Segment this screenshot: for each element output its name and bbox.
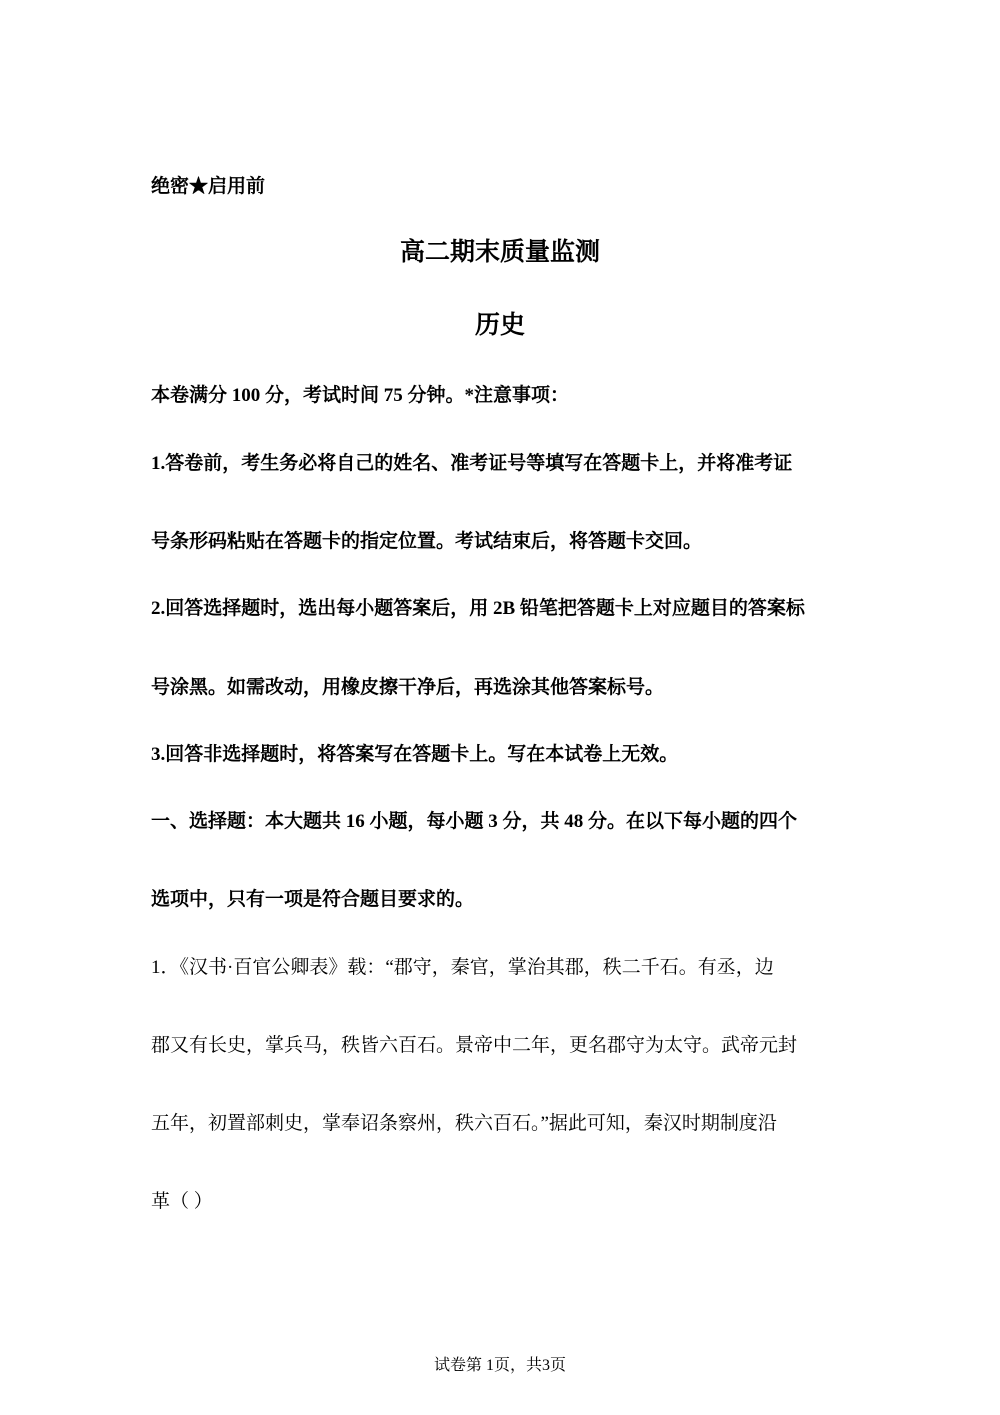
page-footer: 试卷第 1页，共3页 <box>433 1357 566 1374</box>
subject-title: 历史 <box>474 312 525 339</box>
section-1-heading-line-1: 一、选择题：本大题共 16 小题，每小题 3 分，共 48 分。在以下每小题的四个 <box>151 811 798 832</box>
instruction-1-line-1: 1.答卷前，考生务必将自己的姓名、准考证号等填写在答题卡上，并将准考证 <box>151 453 793 474</box>
instruction-1-line-2: 号条形码粘贴在答题卡的指定位置。考试结束后，将答题卡交回。 <box>151 531 703 552</box>
section-1-heading-line-2: 选项中，只有一项是符合题目要求的。 <box>151 889 475 910</box>
question-1-line-3: 五年，初置部刺史，掌奉诏条察州，秩六百石。”据此可知，秦汉时期制度沿 <box>151 1113 777 1134</box>
instruction-2-line-2: 号涂黑。如需改动，用橡皮擦干净后，再选涂其他答案标号。 <box>151 677 665 698</box>
exam-title: 高二期末质量监测 <box>399 239 600 266</box>
instruction-3: 3.回答非选择题时，将答案写在答题卡上。写在本试卷上无效。 <box>151 744 679 765</box>
question-1-line-4: 革（ ） <box>151 1191 213 1212</box>
confidential-label: 绝密★启用前 <box>151 176 266 197</box>
instruction-2-line-1: 2.回答选择题时，选出每小题答案后，用 2B 铅笔把答题卡上对应题目的答案标 <box>151 598 805 619</box>
question-1-line-2: 郡又有长史，掌兵马，秩皆六百石。景帝中二年，更名郡守为太守。武帝元封 <box>151 1035 798 1056</box>
question-1-line-1: 1．《汉书·百官公卿表》载：“郡守，秦官，掌治其郡，秩二千石。有丞，边 <box>151 957 774 978</box>
exam-intro: 本卷满分 100 分，考试时间 75 分钟。*注意事项： <box>151 385 570 406</box>
